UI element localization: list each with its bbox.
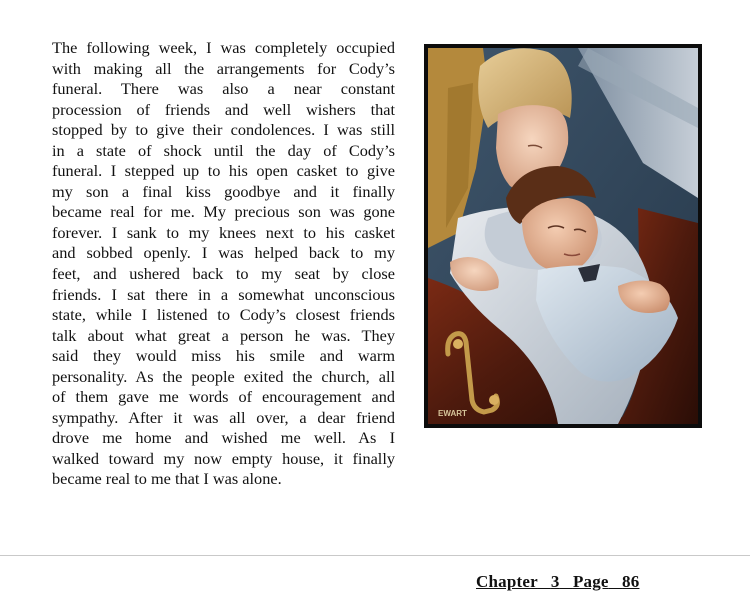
story-line: stopped by to give their condolences. I was still bbox=[52, 120, 395, 140]
story-line: funeral. I stepped up to his open casket to give bbox=[52, 161, 395, 181]
chapter-label: Chapter bbox=[476, 572, 538, 591]
story-line: procession of friends and well wishers that bbox=[52, 99, 395, 119]
story-line: feet, and ushered back to my seat by close bbox=[52, 264, 395, 284]
story-paragraph bbox=[52, 38, 395, 490]
story-line: said they would miss his smile and warm bbox=[52, 346, 395, 366]
illustration-artwork bbox=[428, 48, 698, 424]
chapter-number: 3 bbox=[550, 572, 560, 591]
footer-divider bbox=[0, 555, 750, 556]
page-footer bbox=[476, 572, 639, 592]
story-line: my son a final kiss goodbye and it finally bbox=[52, 181, 395, 201]
story-line: forever. I sank to my knees next to his casket bbox=[52, 222, 395, 242]
funeral-illustration bbox=[424, 44, 702, 428]
story-line: became real for me. My precious son was gone bbox=[52, 202, 395, 222]
story-line: friends. I sat there in a somewhat unconscious bbox=[52, 284, 395, 304]
artist-signature: EWART bbox=[438, 409, 467, 418]
story-line: with making all the arrangements for Cody’s bbox=[52, 58, 395, 78]
story-line: of them gave me words of encouragement and bbox=[52, 387, 395, 407]
story-line: The following week, I was completely occupied bbox=[52, 38, 395, 57]
story-line: sympathy. After it was all over, a dear friend bbox=[52, 407, 395, 427]
story-line: talk about what great a person he was. They bbox=[52, 325, 395, 345]
story-line: personality. As the people exited the church, all bbox=[52, 366, 395, 386]
story-line: in a state of shock until the day of Cody’s bbox=[52, 140, 395, 160]
story-line: became real to me that I was alone. bbox=[52, 469, 282, 489]
story-line: state, while I listened to Cody’s closest friends bbox=[52, 305, 395, 325]
page-label: Page bbox=[572, 572, 609, 591]
story-line: walked toward my now empty house, it finally bbox=[52, 448, 395, 468]
story-line: drove me home and wished me well. As I bbox=[52, 428, 395, 448]
story-line: and sobbed openly. I was helped back to my bbox=[52, 243, 395, 263]
story-line: funeral. There was also a near constant bbox=[52, 79, 395, 99]
page-number: 86 bbox=[622, 572, 640, 591]
